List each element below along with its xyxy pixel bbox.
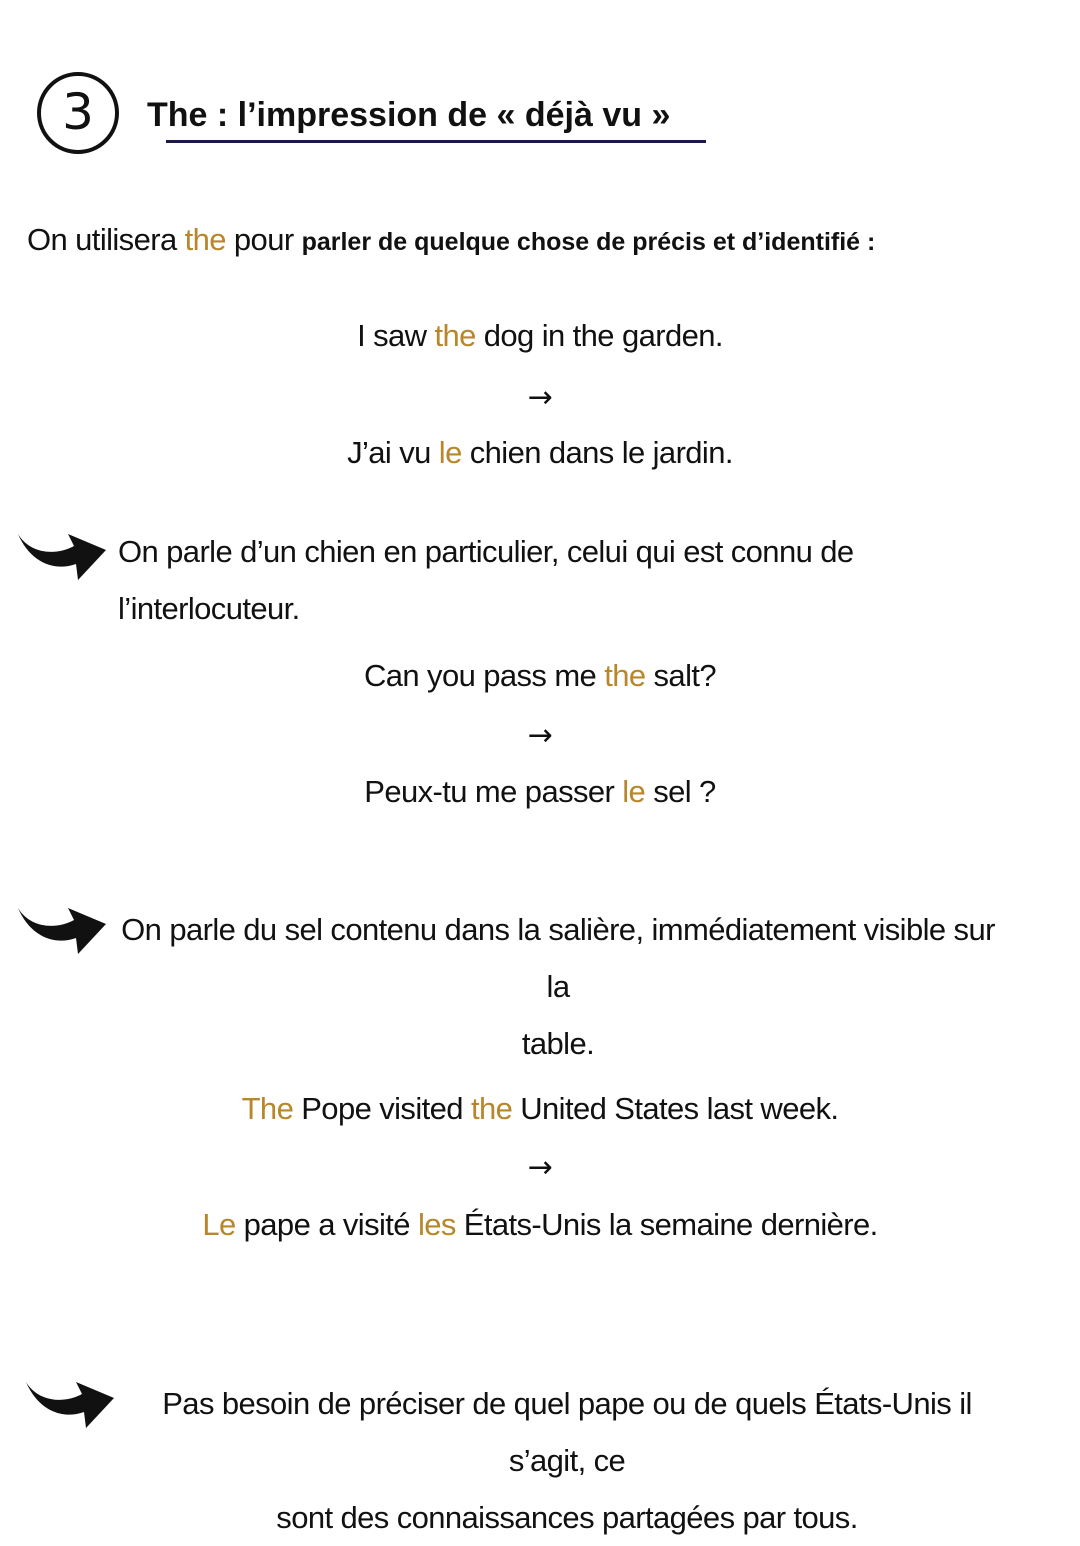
example-3-english: The Pope visited the United States last week.: [241, 1091, 839, 1126]
keyword-the: the: [184, 222, 226, 257]
example-2-note: On parle du sel contenu dans la salière, immédiatement visible sur la table.: [121, 912, 995, 1061]
example-1-english: I saw the dog in the garden.: [357, 318, 723, 353]
example-2-arrow: →: [527, 718, 553, 753]
curved-arrow-icon: [24, 1360, 116, 1432]
example-1-arrow: →: [527, 380, 553, 415]
curved-arrow-icon: [16, 886, 108, 958]
example-2-english: Can you pass me the salt?: [363, 658, 717, 693]
section-title: The : l’impression de « déjà vu »: [147, 96, 671, 134]
intro-sentence: On utilisera the pour parler de quelque chose de précis et d’identifié :: [27, 222, 876, 257]
curved-arrow-icon: [16, 512, 108, 584]
example-3-french: Le pape a visité les États-Unis la semaine dernière.: [202, 1207, 878, 1242]
example-1-french: J’ai vu le chien dans le jardin.: [347, 435, 733, 470]
example-3-note: Pas besoin de préciser de quel pape ou de quels États-Unis il s’agit, ce sont des connaissances partagées par tous.: [162, 1386, 972, 1535]
intro-bold-text: parler de quelque chose de précis et d’identifié :: [301, 228, 876, 256]
example-1-note: On parle d’un chien en particulier, celui qui est connu de l’interlocuteur.: [118, 534, 854, 626]
example-2-french: Peux-tu me passer le sel ?: [364, 774, 716, 809]
section-number-badge: 3: [37, 72, 119, 154]
example-3-arrow: →: [527, 1150, 553, 1185]
title-underline: [166, 140, 706, 143]
